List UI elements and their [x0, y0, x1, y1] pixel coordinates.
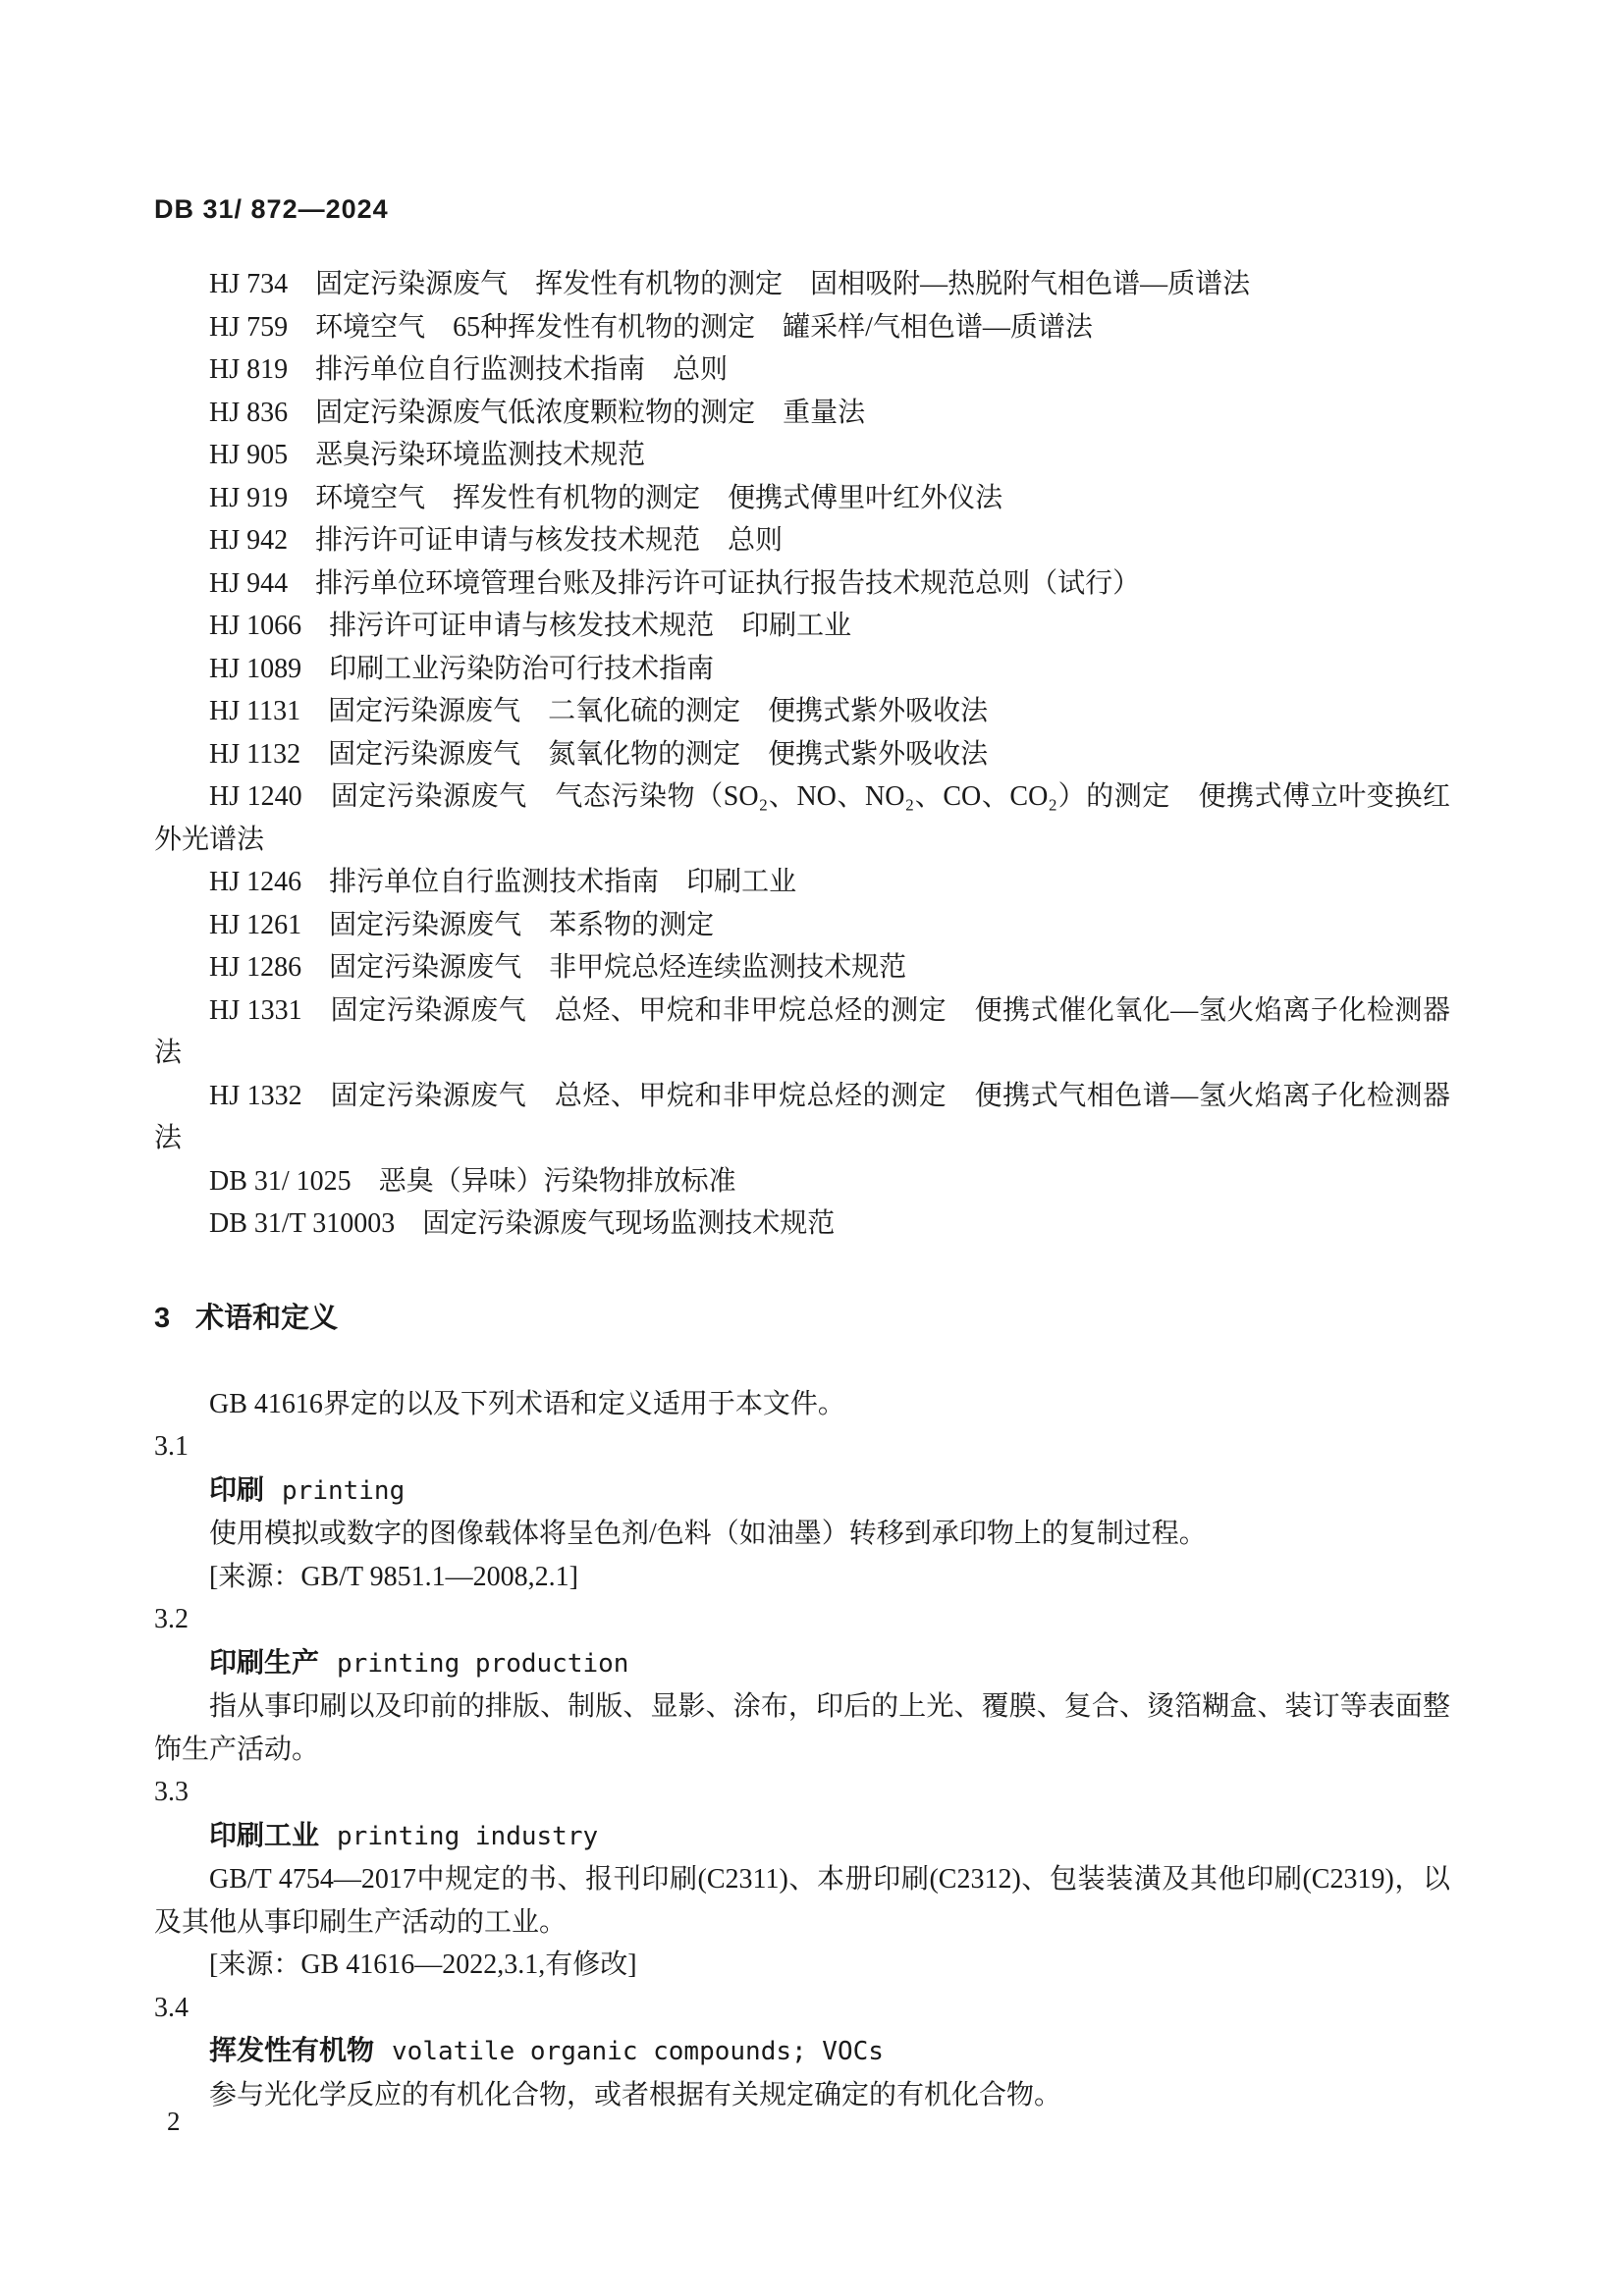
reference-item: HJ 734 固定污染源废气 挥发性有机物的测定 固相吸附—热脱附气相色谱—质谱法 [209, 269, 1251, 299]
term-zh: 印刷工业 [209, 1819, 320, 1850]
term-source: [来源：GB/T 9851.1—2008,2.1] [209, 1561, 578, 1592]
reference-item: DB 31/ 1025 恶臭（异味）污染物排放标准 [209, 1165, 736, 1197]
section-intro: GB 41616界定的以及下列术语和定义适用于本文件。 [209, 1388, 845, 1419]
section-heading [154, 1297, 1450, 1340]
reference-item: HJ 919 环境空气 挥发性有机物的测定 便携式傅里叶红外仪法 [209, 482, 1003, 513]
term-block-3-2 [154, 1598, 1450, 1771]
reference-item: HJ 905 恶臭污染环境监测技术规范 [209, 440, 646, 470]
term-source: [来源：GB 41616—2022,3.1,有修改] [209, 1949, 637, 1980]
reference-item: HJ 1331 固定污染源废气 总烃、甲烷和非甲烷总烃的测定 便携式催化氧化—氢火焰离子化检测器法 [154, 994, 1450, 1068]
reference-item: HJ 1286 固定污染源废气 非甲烷总烃连续监测技术规范 [209, 952, 907, 983]
term-en: printing industry [337, 1821, 599, 1851]
term-line [154, 1814, 1450, 1859]
term-block-3-3 [154, 1771, 1450, 1987]
term-en: printing [282, 1475, 406, 1506]
reference-item: HJ 1332 固定污染源废气 总烃、甲烷和非甲烷总烃的测定 便携式气相色谱—氢火焰离子化检测器法 [154, 1080, 1450, 1153]
reference-item: HJ 1066 排污许可证申请与核发技术规范 印刷工业 [209, 611, 852, 641]
reference-item: HJ 759 环境空气 65种挥发性有机物的测定 罐采样/气相色谱—质谱法 [209, 311, 1093, 343]
document-content [154, 263, 1450, 2116]
term-en: printing production [337, 1648, 629, 1679]
reference-item: HJ 1246 排污单位自行监测技术指南 印刷工业 [209, 867, 797, 897]
reference-item: HJ 836 固定污染源废气低浓度颗粒物的测定 重量法 [209, 397, 866, 428]
reference-item: HJ 1261 固定污染源废气 苯系物的测定 [209, 909, 715, 940]
clause-number: 3.4 [154, 1992, 189, 2023]
reference-item: HJ 1131 固定污染源废气 二氧化硫的测定 便携式紫外吸收法 [209, 696, 989, 726]
term-definition: 参与光化学反应的有机化合物，或者根据有关规定确定的有机化合物。 [209, 2079, 1062, 2110]
reference-item: HJ 819 排污单位自行监测技术指南 总则 [209, 354, 729, 385]
term-definition: 指从事印刷以及印前的排版、制版、显影、涂布，印后的上光、覆膜、复合、烫箔糊盒、装订等表面整饰生产活动。 [154, 1691, 1450, 1765]
clause-number: 3.1 [154, 1431, 189, 1462]
section-title: 术语和定义 [195, 1302, 339, 1334]
reference-item: HJ 942 排污许可证申请与核发技术规范 总则 [209, 525, 784, 556]
doc-number-header: DB 31/ 872—2024 [154, 194, 389, 224]
reference-item: HJ 1089 印刷工业污染防治可行技术指南 [209, 653, 715, 684]
reference-item: HJ 1132 固定污染源废气 氮氧化物的测定 便携式紫外吸收法 [209, 738, 989, 770]
term-line [154, 1641, 1450, 1686]
term-zh: 挥发性有机物 [209, 2035, 375, 2065]
reference-item: HJ 1240 固定污染源废气 气态污染物（SO₂、NO、NO₂、CO、CO₂）的测定 便携式傅立叶变换红外光谱法 [154, 781, 1450, 855]
term-en: volatile organic compounds; VOCs [392, 2037, 884, 2066]
term-line [154, 1468, 1450, 1514]
term-zh: 印刷 [209, 1473, 265, 1505]
term-block-3-1 [154, 1425, 1450, 1598]
clause-number: 3.3 [154, 1777, 189, 1807]
section-number: 3 [154, 1302, 171, 1334]
normative-references-list [154, 263, 1450, 1246]
reference-item: HJ 944 排污单位环境管理台账及排污许可证执行报告技术规范总则（试行） [209, 567, 1141, 599]
term-block-3-4 [154, 1987, 1450, 2117]
term-definition: 使用模拟或数字的图像载体将呈色剂/色料（如油墨）转移到承印物上的复制过程。 [209, 1519, 1207, 1549]
reference-item: DB 31/T 310003 固定污染源废气现场监测技术规范 [209, 1208, 836, 1239]
page-number: 2 [167, 2107, 181, 2136]
page-footer [167, 2107, 181, 2137]
clause-number: 3.2 [154, 1604, 189, 1634]
term-zh: 印刷生产 [209, 1646, 320, 1678]
term-definition: GB/T 4754—2017中规定的书、报刊印刷(C2311)、本册印刷(C2312)、包装装潢及其他印刷(C2319)，以及其他从事印刷生产活动的工业。 [154, 1864, 1450, 1938]
term-line [154, 2029, 1450, 2074]
